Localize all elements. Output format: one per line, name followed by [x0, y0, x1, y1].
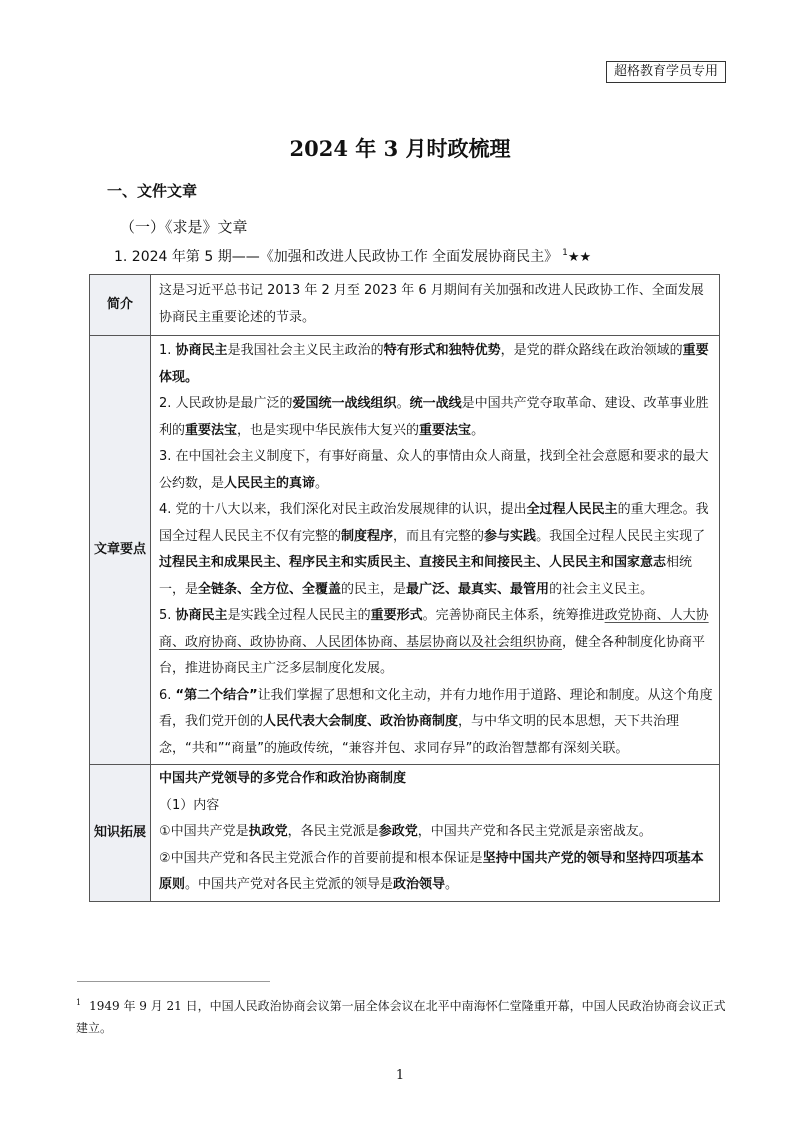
footnote-ref[interactable]: 1 — [562, 248, 568, 259]
page-title: 2024 年 3 月时政梳理 — [289, 136, 511, 161]
article-table — [89, 274, 720, 902]
subsection-heading: （一）《求是》文章 — [120, 218, 248, 236]
row-content — [151, 275, 720, 336]
text-run: 。 — [315, 475, 329, 491]
text-run: 1. — [159, 343, 176, 358]
text-run: 的重大理念。我国全过程人民民主不仅有完整的 — [159, 502, 709, 544]
text-run: 这是习近平总书记 2013 年 2 月至 2023 年 6 月期间有关加强和改进人民政协工作、全面发展协商民主重要论述的节录。 — [159, 283, 704, 325]
row-content — [151, 336, 720, 765]
bold-text: 全过程人民民主 — [526, 502, 618, 517]
bold-text: 重要体现。 — [159, 343, 709, 385]
bold-text: 政治领导 — [393, 877, 446, 892]
importance-stars: ★★ — [567, 250, 592, 265]
paragraph — [159, 278, 714, 331]
bold-text: 中国共产党领导的多党合作和政治协商制度 — [159, 771, 407, 786]
bold-text: 坚持中国共产党的领导和坚持四项基本原则 — [159, 850, 704, 892]
text-run: ，也是实现中华民族伟大复兴的 — [237, 422, 420, 438]
text-run: ，中国共产党和各民主党派是亲密战友。 — [417, 824, 652, 839]
page-number: 1 — [395, 1068, 405, 1083]
article-heading — [114, 246, 591, 266]
text-run: 的民主，是 — [341, 581, 407, 597]
bold-text: “第二个结合” — [175, 687, 258, 703]
bold-text: 参政党 — [378, 824, 418, 839]
paragraph — [159, 819, 714, 846]
text-run: 5. — [159, 608, 176, 623]
text-run: 。 — [396, 396, 410, 411]
bold-text: 特有形式和独特优势 — [383, 343, 501, 358]
footnote — [76, 992, 726, 1039]
paragraph — [159, 766, 714, 793]
bold-text: 爱国统一战线组织 — [292, 396, 397, 411]
row-label: 知识拓展 — [90, 765, 151, 902]
text-run: 的社会主义民主。 — [549, 581, 654, 597]
text-run: ，健全各种制度化协商平台，推进协商民主广泛多层制度化发展。 — [159, 634, 706, 676]
footnote-text: 1949 年 9 月 21 日，中国人民政治协商会议第一届全体会议在北平中南海怀仁堂隆重开幕，中国人民政治协商会议正式建立。 — [76, 999, 726, 1035]
text-run: 6. — [159, 687, 176, 703]
paragraph — [159, 391, 714, 444]
text-run: 。我国全过程人民民主实现了 — [536, 528, 706, 544]
row-label: 简介 — [90, 275, 151, 336]
text-run: （1）内容 — [159, 797, 220, 813]
text-run: ，各民主党派是 — [287, 824, 379, 839]
paragraph — [159, 846, 714, 899]
text-run: 相统一，是 — [159, 555, 693, 597]
bold-text: 执政党 — [248, 824, 288, 839]
text-run: 。完善协商民主体系，统筹推进 — [422, 608, 605, 623]
text-run: 是中国共产党夺取革命、建设、改革事业胜利的 — [159, 396, 709, 438]
underlined-text: 政党协商、人大协商、政府协商、政协协商、人民团体协商、基层协商以及社会组织协商 — [159, 608, 709, 650]
section-heading: 一、文件文章 — [107, 182, 198, 200]
table-row — [90, 336, 720, 765]
text-run: ，而且有完整的 — [393, 528, 485, 544]
bold-text: 全链条、全方位、全覆盖 — [198, 581, 342, 597]
header-badge: 超格教育学员专用 — [606, 61, 726, 83]
text-run: 是我国社会主义民主政治的 — [227, 343, 384, 358]
text-run: 。中国共产党对各民主党派的领导是 — [185, 877, 394, 892]
paragraph — [159, 444, 714, 497]
footnote-number: 1 — [76, 998, 82, 1007]
paragraph — [159, 683, 714, 763]
bold-text: 人民代表大会制度、政治协商制度 — [263, 714, 459, 729]
bold-text: 统一战线 — [409, 396, 462, 411]
bold-text: 协商民主 — [175, 608, 228, 623]
text-run: ①中国共产党是 — [159, 824, 249, 839]
paragraph — [159, 603, 714, 683]
paragraph — [159, 793, 714, 820]
article-title: 1. 2024 年第 5 期——《加强和改进人民政协工作 全面发展协商民主》 — [114, 249, 559, 265]
table-row — [90, 275, 720, 336]
paragraph — [159, 497, 714, 603]
text-run: ②中国共产党和各民主党派合作的首要前提和根本保证是 — [159, 850, 483, 866]
row-content — [151, 765, 720, 902]
bold-text: 重要形式 — [370, 608, 423, 623]
bold-text: 最广泛、最真实、最管用 — [406, 581, 550, 597]
bold-text: 参与实践 — [484, 528, 537, 544]
footnote-divider — [77, 981, 270, 982]
bold-text: 协商民主 — [175, 343, 228, 358]
text-run: 是实践全过程人民民主的 — [227, 608, 371, 623]
text-run: 2. 人民政协是最广泛的 — [159, 396, 293, 411]
bold-text: 重要法宝 — [185, 422, 238, 438]
bold-text: 制度程序 — [341, 528, 394, 544]
table-row — [90, 765, 720, 902]
text-run: 让我们掌握了思想和文化主动，并有力地作用于道路、理论和制度。从这个角度看，我们党开创的 — [159, 687, 713, 729]
text-run: ，与中华文明的民本思想，天下共治理念，“共和”“商量”的施政传统，“兼容并包、求同存异”的政治智慧都有深刻关联。 — [159, 714, 680, 756]
text-run: 。 — [471, 422, 485, 438]
text-run: 4. 党的十八大以来，我们深化对民主政治发展规律的认识，提出 — [159, 502, 527, 517]
text-run: 3. 在中国社会主义制度下，有事好商量、众人的事情由众人商量，找到全社会意愿和要求的最大公约数，是 — [159, 449, 709, 491]
text-run: ，是党的群众路线在政治领域的 — [500, 343, 683, 358]
bold-text: 过程民主和成果民主、程序民主和实质民主、直接民主和间接民主、人民民主和国家意志 — [159, 555, 667, 570]
bold-text: 重要法宝 — [419, 422, 472, 438]
text-run: 。 — [445, 877, 459, 892]
paragraph — [159, 338, 714, 391]
bold-text: 人民民主的真谛 — [224, 475, 316, 491]
row-label: 文章要点 — [90, 336, 151, 765]
